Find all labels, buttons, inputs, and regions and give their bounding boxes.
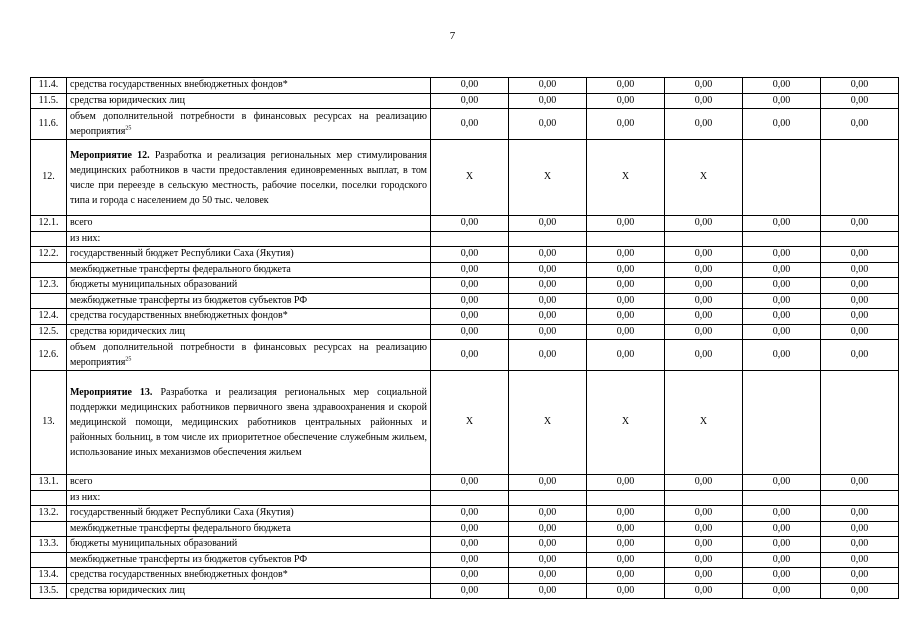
value-cell: 0,00 [743,78,821,94]
value-cell: 0,00 [665,278,743,294]
table-row [31,340,899,371]
row-label: средства государственных внебюджетных фондов* [67,309,431,325]
value-cell: 0,00 [665,521,743,537]
value-cell: 0,00 [743,552,821,568]
value-cell: 0,00 [509,521,587,537]
table-row [31,216,899,232]
table-row [31,521,899,537]
row-number [31,262,67,278]
row-label: средства государственных внебюджетных фондов* [67,568,431,584]
value-cell: 0,00 [821,583,899,599]
row-label: средства государственных внебюджетных фондов* [67,78,431,94]
row-number: 13. [31,371,67,475]
page-number: 7 [449,30,456,42]
value-cell: 0,00 [431,278,509,294]
value-cell [587,231,665,247]
value-cell: 0,00 [665,340,743,371]
value-cell: 0,00 [743,93,821,109]
measure-text: Разработка и реализация региональных мер социальной поддержки медицинских работников первичного звена здравоохранения и скорой медицинской помощи, медицинских работников центральных районных и районных больниц, в том числе их приоритетное обеспечение служебным жильем, использование иных механизмов обеспечения жильем [70,387,427,458]
row-number: 12.3. [31,278,67,294]
value-cell: 0,00 [509,475,587,491]
measure-title: Мероприятие 13. [70,387,153,398]
table-row [31,78,899,94]
value-cell: 0,00 [509,262,587,278]
footnote-ref: 25 [125,125,132,132]
value-cell: 0,00 [665,506,743,522]
value-cell: 0,00 [509,583,587,599]
value-cell [587,490,665,506]
row-number [31,490,67,506]
value-cell: 0,00 [743,309,821,325]
table-row [31,109,899,140]
value-cell [665,231,743,247]
value-cell: 0,00 [821,340,899,371]
value-cell: 0,00 [821,537,899,553]
row-label: средства юридических лиц [67,93,431,109]
row-number: 11.4. [31,78,67,94]
value-cell: 0,00 [431,340,509,371]
value-cell: 0,00 [587,552,665,568]
value-cell: X [665,140,743,216]
value-cell: 0,00 [509,568,587,584]
value-cell: 0,00 [587,537,665,553]
value-cell: 0,00 [587,340,665,371]
value-cell: 0,00 [821,293,899,309]
value-cell [743,140,821,216]
table-row [31,537,899,553]
value-cell: 0,00 [509,93,587,109]
row-label: средства юридических лиц [67,583,431,599]
value-cell: 0,00 [431,537,509,553]
value-cell: 0,00 [509,109,587,140]
table-row [31,293,899,309]
value-cell: 0,00 [743,262,821,278]
value-cell: 0,00 [431,324,509,340]
value-cell: 0,00 [587,293,665,309]
value-cell: 0,00 [665,262,743,278]
value-cell: 0,00 [431,521,509,537]
value-cell: 0,00 [587,324,665,340]
value-cell: 0,00 [821,521,899,537]
value-cell: 0,00 [587,278,665,294]
value-cell: 0,00 [509,324,587,340]
row-number [31,231,67,247]
value-cell: 0,00 [743,583,821,599]
value-cell: X [509,140,587,216]
row-number: 12.2. [31,247,67,263]
value-cell [821,231,899,247]
table-row [31,568,899,584]
row-number: 13.2. [31,506,67,522]
value-cell: 0,00 [431,475,509,491]
value-cell: 0,00 [431,309,509,325]
value-cell: 0,00 [665,78,743,94]
value-cell: 0,00 [509,247,587,263]
measure-text: Разработка и реализация региональных мер стимулирования медицинских работников в части предоставления единовременных выплат, в том числе при переезде в сельскую местность, рабочие поселки, поселки городского типа и города с населением до 50 тыс. человек [70,149,427,206]
value-cell: 0,00 [509,309,587,325]
value-cell: 0,00 [587,262,665,278]
row-label [67,109,431,140]
value-cell: 0,00 [821,552,899,568]
row-number: 13.5. [31,583,67,599]
value-cell [665,490,743,506]
measure-description [67,140,431,216]
value-cell [743,371,821,475]
row-label: из них: [67,490,431,506]
value-cell: 0,00 [743,324,821,340]
measure-row [31,140,899,216]
value-cell: 0,00 [821,247,899,263]
value-cell: 0,00 [587,521,665,537]
value-cell: 0,00 [665,293,743,309]
value-cell: 0,00 [665,537,743,553]
row-label: межбюджетные трансферты из бюджетов субъектов РФ [67,293,431,309]
table-row [31,93,899,109]
value-cell [743,490,821,506]
value-cell: 0,00 [665,583,743,599]
value-cell: 0,00 [743,247,821,263]
value-cell: 0,00 [587,93,665,109]
row-label: всего [67,216,431,232]
row-label [67,340,431,371]
row-number: 13.3. [31,537,67,553]
value-cell: 0,00 [587,568,665,584]
value-cell: 0,00 [431,583,509,599]
value-cell: 0,00 [821,262,899,278]
value-cell: 0,00 [821,324,899,340]
measure-row [31,371,899,475]
value-cell: 0,00 [743,506,821,522]
value-cell: 0,00 [431,293,509,309]
measure-title: Мероприятие 12. [70,149,150,161]
value-cell [743,231,821,247]
value-cell [821,140,899,216]
value-cell: 0,00 [743,216,821,232]
value-cell: 0,00 [821,216,899,232]
value-cell: 0,00 [431,78,509,94]
value-cell: X [587,140,665,216]
value-cell: 0,00 [743,568,821,584]
value-cell: X [431,371,509,475]
value-cell: 0,00 [665,93,743,109]
value-cell: 0,00 [509,78,587,94]
value-cell: X [665,371,743,475]
value-cell: 0,00 [665,109,743,140]
value-cell: 0,00 [509,506,587,522]
value-cell [431,490,509,506]
table-row [31,231,899,247]
table-row [31,583,899,599]
value-cell: 0,00 [509,552,587,568]
value-cell: 0,00 [509,537,587,553]
row-label-text: объем дополнительной потребности в финансовых ресурсах на реализацию мероприятия [70,111,427,137]
value-cell [821,490,899,506]
value-cell: 0,00 [431,262,509,278]
table-row [31,552,899,568]
value-cell: 0,00 [431,216,509,232]
table-row [31,278,899,294]
value-cell: 0,00 [587,216,665,232]
value-cell: 0,00 [587,109,665,140]
row-label: государственный бюджет Республики Саха (Якутия) [67,247,431,263]
table-row [31,262,899,278]
value-cell: 0,00 [821,475,899,491]
row-number [31,293,67,309]
value-cell: 0,00 [587,78,665,94]
value-cell: 0,00 [665,324,743,340]
row-label: бюджеты муниципальных образований [67,537,431,553]
row-label: межбюджетные трансферты федерального бюджета [67,262,431,278]
value-cell: 0,00 [821,309,899,325]
table-row [31,309,899,325]
row-number: 12.1. [31,216,67,232]
value-cell: 0,00 [665,552,743,568]
table-row [31,247,899,263]
row-number: 13.1. [31,475,67,491]
value-cell: X [509,371,587,475]
row-number: 12.5. [31,324,67,340]
value-cell: 0,00 [665,309,743,325]
value-cell: 0,00 [509,216,587,232]
row-number: 12.6. [31,340,67,371]
value-cell: X [431,140,509,216]
table-row [31,475,899,491]
value-cell: 0,00 [431,109,509,140]
row-number [31,552,67,568]
value-cell: 0,00 [587,247,665,263]
value-cell: 0,00 [587,583,665,599]
financing-table [30,77,899,599]
value-cell: 0,00 [821,109,899,140]
value-cell: X [587,371,665,475]
row-label: межбюджетные трансферты федерального бюджета [67,521,431,537]
row-number: 12. [31,140,67,216]
value-cell: 0,00 [743,278,821,294]
row-label-text: объем дополнительной потребности в финансовых ресурсах на реализацию мероприятия [70,342,427,368]
value-cell: 0,00 [821,506,899,522]
footnote-ref: 25 [125,356,132,363]
row-label: государственный бюджет Республики Саха (Якутия) [67,506,431,522]
row-label: бюджеты муниципальных образований [67,278,431,294]
measure-description [67,371,431,475]
value-cell [821,371,899,475]
table-row [31,324,899,340]
value-cell: 0,00 [665,247,743,263]
value-cell: 0,00 [431,247,509,263]
value-cell: 0,00 [587,475,665,491]
table-row [31,490,899,506]
value-cell: 0,00 [509,293,587,309]
row-number: 12.4. [31,309,67,325]
value-cell: 0,00 [821,78,899,94]
row-number: 11.6. [31,109,67,140]
value-cell [509,490,587,506]
row-label: всего [67,475,431,491]
value-cell: 0,00 [509,340,587,371]
value-cell: 0,00 [821,93,899,109]
table-body [31,78,899,599]
value-cell [509,231,587,247]
value-cell: 0,00 [743,537,821,553]
value-cell: 0,00 [431,506,509,522]
row-label: средства юридических лиц [67,324,431,340]
value-cell: 0,00 [821,568,899,584]
value-cell: 0,00 [665,568,743,584]
row-label: межбюджетные трансферты из бюджетов субъектов РФ [67,552,431,568]
value-cell: 0,00 [743,293,821,309]
value-cell: 0,00 [743,340,821,371]
value-cell: 0,00 [431,552,509,568]
value-cell: 0,00 [431,93,509,109]
value-cell [431,231,509,247]
value-cell: 0,00 [665,216,743,232]
row-number: 11.5. [31,93,67,109]
row-number: 13.4. [31,568,67,584]
value-cell: 0,00 [743,109,821,140]
value-cell: 0,00 [509,278,587,294]
value-cell: 0,00 [431,568,509,584]
row-label: из них: [67,231,431,247]
value-cell: 0,00 [587,309,665,325]
value-cell: 0,00 [587,506,665,522]
value-cell: 0,00 [665,475,743,491]
value-cell: 0,00 [743,475,821,491]
value-cell: 0,00 [821,278,899,294]
table-row [31,506,899,522]
value-cell: 0,00 [743,521,821,537]
row-number [31,521,67,537]
